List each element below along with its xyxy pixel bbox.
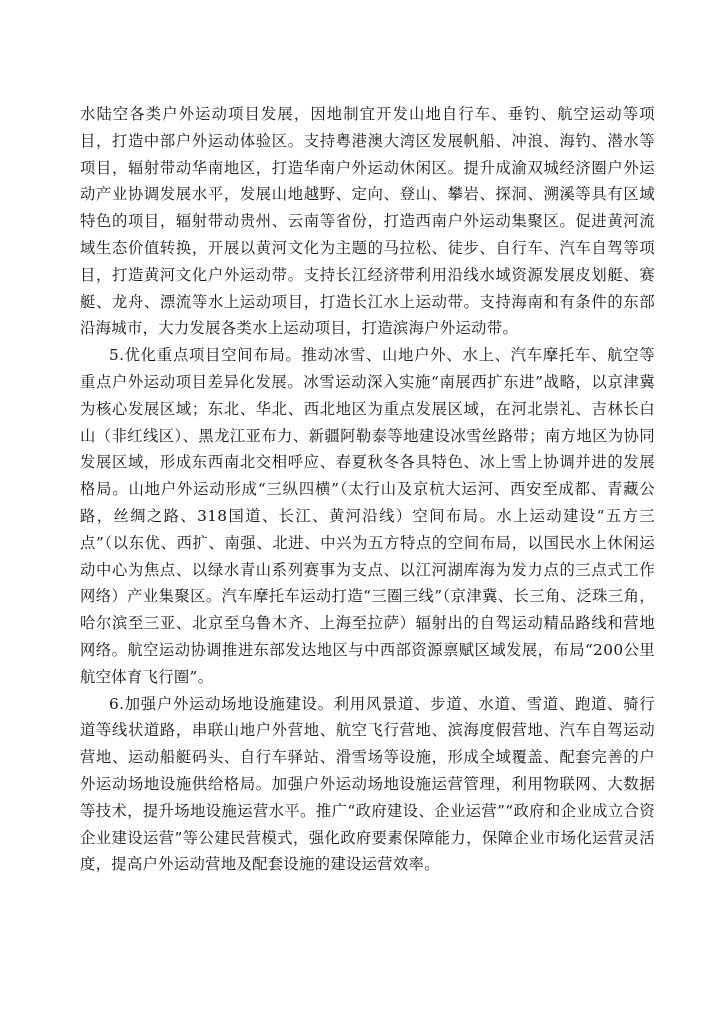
paragraph-outdoor-regions: 水陆空各类户外运动项目发展，因地制宜开发山地自行车、垂钓、航空运动等项目，打造中部户外运动体验区。支持粤港澳大湾区发展帆船、冲浪、海钓、潜水等项目，辐射带动华南地区，打造华南户外运动休闲区。提升成渝双城经济圈户外运动产业协调发展水平，发展山地越野、定向、登山、攀岩、探洞、溯溪等具有区域特色的项目，辐射带动贵州、云南等省份，打造西南户外运动集聚区。促进黄河流域生态价值转换，开展以黄河文化为主题的马拉松、徒步、自行车、汽车自驾等项目，打造黄河文化户外运动带。支持长江经济带利用沿线水域资源发展皮划艇、赛艇、龙舟、漂流等水上运动项目，打造长江水上运动带。支持海南和有条件的东部沿海城市，大力发展各类水上运动项目，打造滨海户外运动带。 — [80, 105, 655, 338]
paragraph-key-project-layout: 5.优化重点项目空间布局。推动冰雪、山地户外、水上、汽车摩托车、航空等重点户外运动项目差异化发展。冰雪运动深入实施“南展西扩东进”战略，以京津冀为核心发展区域；东北、华北、西北地区为重点发展区域，在河北崇礼、吉林长白山（非红线区）、黑龙江亚布力、新疆阿勒泰等地建设冰雪丝路带；南方地区为协同发展区域，形成东西南北交相呼应、春夏秋冬各具特色、冰上雪上协调并进的发展格局。山地户外运动形成“三纵四横”（太行山及京杭大运河、西安至成都、青藏公路，丝绸之路、318国道、长江、黄河沿线）空间布局。水上运动建设“五方三点”（以东优、西扩、南强、北进、中兴为五方特点的空间布局，以国民水上休闲运动中心为焦点、以绿水青山系列赛事为支点、以江河湖库海为发力点的三点式工作网络）产业集聚区。汽车摩托车运动打造“三圈三线”（京津冀、长三角、泛珠三角，哈尔滨至三亚、北京至乌鲁木齐、上海至拉萨）辐射出的自驾运动精品路线和营地网络。航空运动协调推进东部发达地区与中西部资源禀赋区域发展，布局“200公里航空体育飞行圈”。 — [80, 346, 655, 686]
document-body — [80, 101, 655, 878]
paragraph-facility-construction: 6.加强户外运动场地设施建设。利用风景道、步道、水道、雪道、跑道、骑行道等线状道路，串联山地户外营地、航空飞行营地、滨海度假营地、汽车自驾运动营地、运动船艇码头、自行车驿站、滑雪场等设施，形成全域覆盖、配套完善的户外运动场地设施供给格局。加强户外运动场地设施运营管理，利用物联网、大数据等技术，提升场地设施运营水平。推广“政府建设、企业运营”“政府和企业成立合资企业建设运营”等公建民营模式，强化政府要素保障能力，保障企业市场化运营灵活度，提高户外运动营地及配套设施的建设运营效率。 — [80, 694, 655, 874]
